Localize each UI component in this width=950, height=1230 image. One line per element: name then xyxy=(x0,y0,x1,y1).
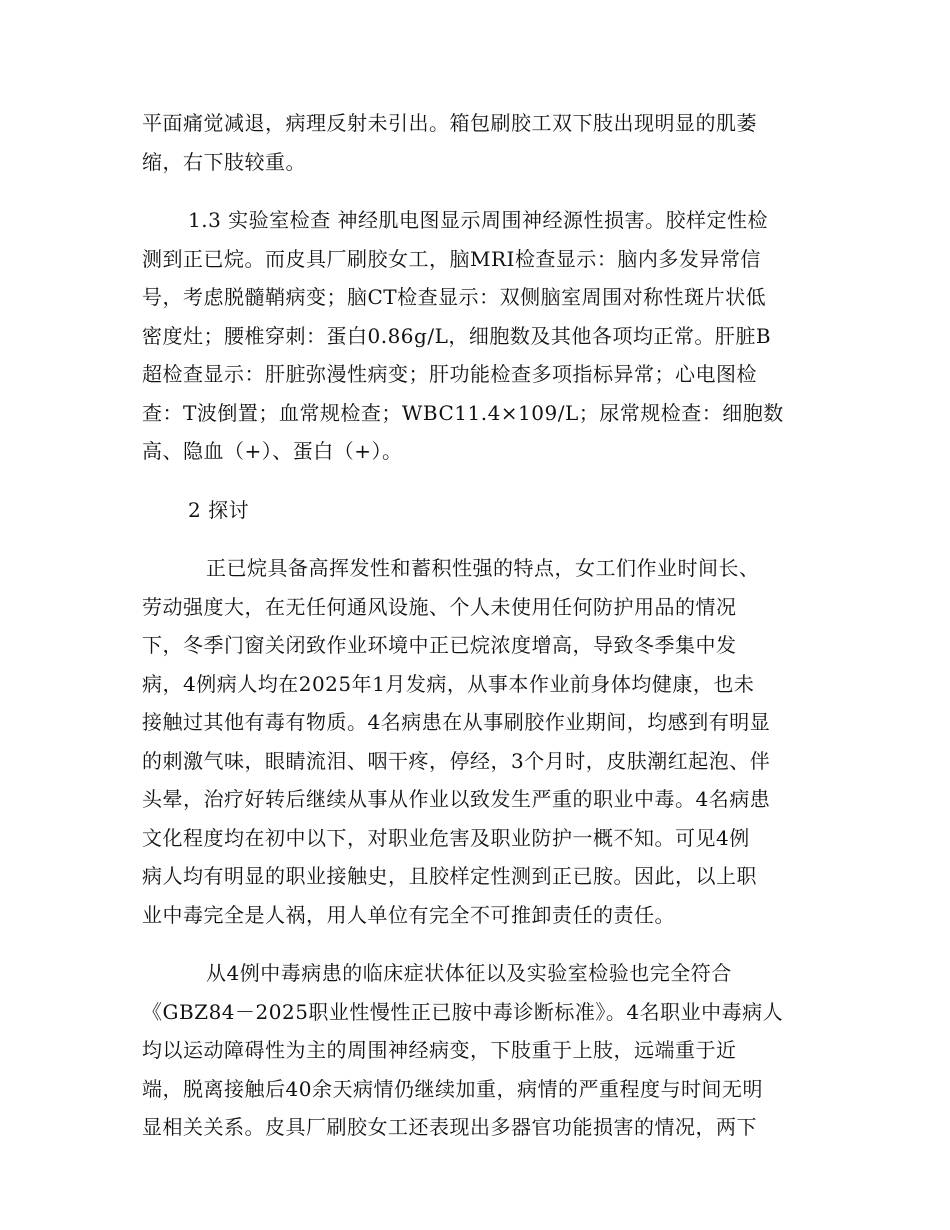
paragraph-line: 平面痛觉减退，病理反射未引出。箱包刷胶工双下肢出现明显的肌萎 xyxy=(142,111,757,135)
paragraph-line: 号，考虑脱髓鞘病变；脑CT检查显示：双侧脑室周围对称性斑片状低 xyxy=(142,285,767,309)
section-heading-line: 1.3 实验室检查 神经肌电图显示周围神经源性损害。胶样定性检 xyxy=(188,208,769,232)
paragraph-line: 劳动强度大，在无任何通风设施、个人未使用任何防护用品的情况 xyxy=(142,594,737,619)
paragraph-line: 接触过其他有毒有物质。4名病患在从事刷胶作业期间，均感到有明显 xyxy=(142,710,771,734)
paragraph-line: 缩，右下肢较重。 xyxy=(142,149,306,174)
continuation-paragraph xyxy=(142,104,812,181)
document-body xyxy=(142,104,812,1147)
paragraph-line: 显相关关系。皮具厂刷胶女工还表现出多器官功能损害的情况，两下 xyxy=(142,1115,757,1139)
discussion-paragraph-2 xyxy=(142,954,812,1147)
paragraph-line: 正已烷具备高挥发性和蓄积性强的特点，女工们作业时间长、 xyxy=(206,556,760,580)
paragraph-line: 从4例中毒病患的临床症状体征以及实验室检验也完全符合 xyxy=(206,961,732,985)
paragraph-line: 端，脱离接触后40余天病情仍继续加重，病情的严重程度与时间无明 xyxy=(142,1076,763,1101)
paragraph-line: 查：T波倒置；血常规检查；WBC11.4×109/L；尿常规检查：细胞数 xyxy=(142,400,784,425)
paragraph-line: 下，冬季门窗关闭致作业环境中正已烷浓度增高，导致冬季集中发 xyxy=(142,633,737,657)
paragraph-gap xyxy=(142,934,812,954)
paragraph-line: 头晕，治疗好转后继续从事从作业以致发生严重的职业中毒。4名病患 xyxy=(142,787,771,811)
paragraph-line: 密度灶；腰椎穿刺：蛋白0.86g/L，细胞数及其他各项均正常。肝脏B xyxy=(142,323,772,348)
paragraph-line: 超检查显示：肝脏弥漫性病变；肝功能检查多项指标异常；心电图检 xyxy=(142,362,757,386)
paragraph-line: 高、隐血（+）、蛋白（+）。 xyxy=(142,439,403,463)
paragraph-gap xyxy=(142,181,812,201)
paragraph-line: 文化程度均在初中以下，对职业危害及职业防护一概不知。可见4例 xyxy=(142,825,750,850)
paragraph-line: 均以运动障碍性为主的周围神经病变，下肢重于上肢，远端重于近 xyxy=(142,1038,737,1062)
paragraph-line: 病，4例病人均在2025年1月发病，从事本作业前身体均健康，也未 xyxy=(142,671,755,696)
section-2-heading: 2 探讨 xyxy=(188,497,250,522)
discussion-paragraph-1 xyxy=(142,549,812,934)
paragraph-line: 的刺激气味，眼睛流泪、咽干疼，停经，3个月时，皮肤潮红起泡、伴 xyxy=(142,748,771,773)
section-1-3-paragraph xyxy=(142,201,812,471)
paragraph-line: 《GBZ84－2025职业性慢性正已胺中毒诊断标准》。4名职业中毒病人 xyxy=(142,999,784,1024)
paragraph-line: 测到正已烷。而皮具厂刷胶女工，脑MRI检查显示：脑内多发异常信 xyxy=(142,246,761,271)
paragraph-gap xyxy=(142,471,812,491)
paragraph-line: 病人均有明显的职业接触史，且胶样定性测到正已胺。因此，以上职 xyxy=(142,864,757,888)
paragraph-gap xyxy=(142,529,812,549)
paragraph-line: 业中毒完全是人祸，用人单位有完全不可推卸责任的责任。 xyxy=(142,902,675,927)
